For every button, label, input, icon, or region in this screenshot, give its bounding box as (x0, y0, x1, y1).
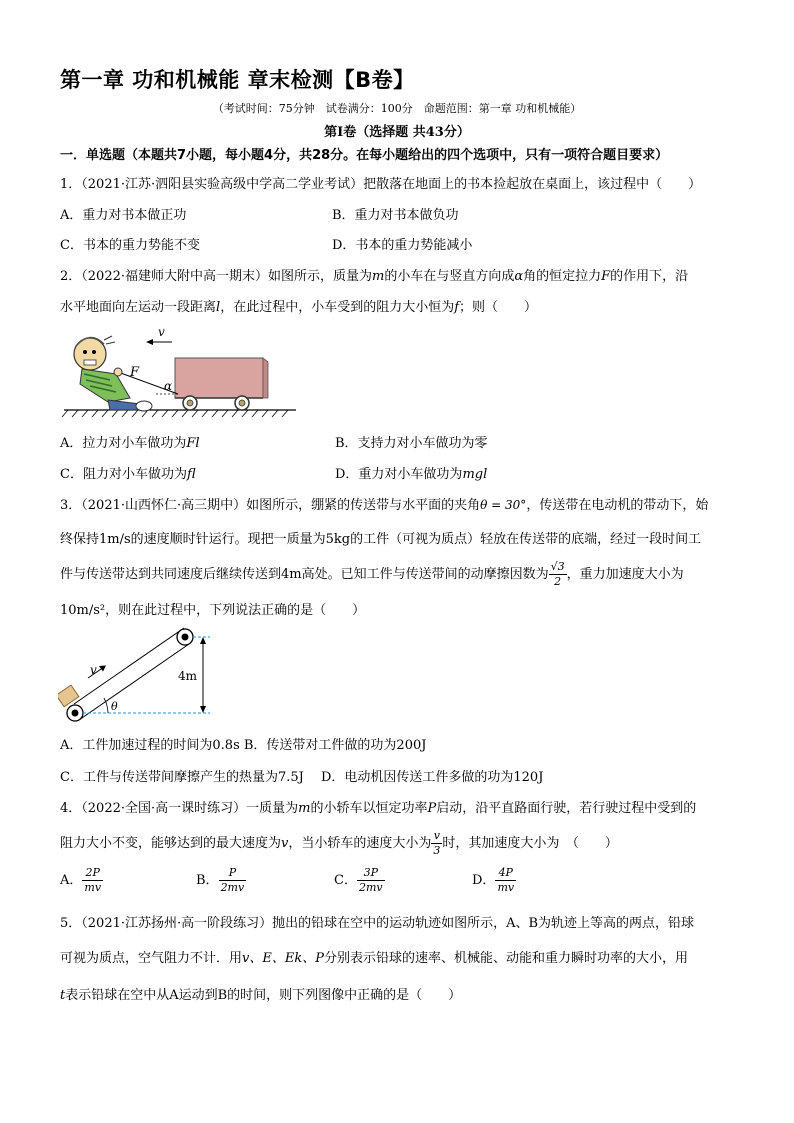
q3-stem-line2: 终保持1m/s的速度顺时针运行。现把一质量为5kg的工件（可视为质点）轻放在传送带的底端，经过一段时间工 (60, 532, 702, 547)
q3-figure-v-label: v (90, 663, 97, 677)
q3-options-cd[interactable]: C．工件与传送带间摩擦产生的热量为7.5J D．电动机因传送工件多做的功为120J (60, 770, 544, 785)
q4-option-c[interactable]: C． $\frac{3P}{2mv}$ (334, 866, 383, 894)
volume-heading: 第Ⅰ卷（选择题 共43分） (324, 125, 470, 140)
q1-option-b[interactable]: B．重力对书本做负功 (332, 208, 459, 223)
q3-figure-theta-label: θ (111, 700, 118, 713)
q2-figure-cart (60, 322, 310, 422)
q3-stem-line4: 10m/s²，则在此过程中，下列说法正确的是（ ） (60, 603, 366, 618)
q1-option-a[interactable]: A．重力对书本做正功 (60, 208, 187, 223)
q2-stem-line2: 水平地面向左运动一段距离l，在此过程中，小车受到的阻力大小恒为f；则（ ） (60, 300, 538, 315)
q4-stem-line1: 4．（2022·全国·高一课时练习）一质量为m的小轿车以恒定功率P启动，沿平直路面行驶，若行驶过程中受到的 (60, 801, 697, 816)
q5-stem-line3: t表示铅球在空中从A运动到B的时间，则下列图像中正确的是（ ） (60, 988, 462, 1003)
q3-mu-fraction: $\frac{√3}{2}$ (550, 560, 565, 588)
q4-option-d[interactable]: D． $\frac{4P}{mv}$ (472, 866, 515, 894)
q4-option-a[interactable]: A． $\frac{2P}{mv}$ (60, 866, 102, 894)
q3-figure-conveyor (58, 624, 218, 724)
q2-option-d[interactable]: D．重力对小车做功为mgl (335, 467, 488, 482)
exam-meta: （考试时间：75分钟 试卷满分：100分 命题范围：第一章 功和机械能） (212, 102, 582, 115)
q1-stem: 1．（2021·江苏·泗阳县实验高级中学高二学业考试）把散落在地面上的书本捡起放在桌面上，该过程中（ ） (60, 177, 702, 192)
q2-option-b[interactable]: B．支持力对小车做功为零 (335, 436, 488, 451)
q3-stem-line3: 件与传送带达到共同速度后继续传送到4m高处。已知工件与传送带间的动摩擦因数为 $\frac{√3}{2}$ ，重力加速度大小为 (60, 560, 684, 588)
q3-figure-height-label: 4m (178, 669, 198, 683)
section-heading: 一．单选题（本题共7小题，每小题4分，共28分。在每小题给出的四个选项中，只有一项符合题目要求） (60, 148, 669, 163)
q2-stem-line1: 2．（2022·福建师大附中高一期末）如图所示，质量为m的小车在与竖直方向成α角的恒定拉力F的作用下，沿 (60, 269, 689, 284)
q4-option-b[interactable]: B． $\frac{P}{2mv}$ (196, 866, 245, 894)
q1-option-c[interactable]: C．书本的重力势能不变 (60, 238, 200, 253)
q5-stem-line2: 可视为质点，空气阻力不计．用v、E、Ek、P分别表示铅球的速率、机械能、动能和重力瞬时功率的大小，用 (60, 951, 688, 966)
q2-option-c[interactable]: C．阻力对小车做功为fl (60, 467, 196, 482)
q3-options-ab[interactable]: A．工件加速过程的时间为0.8s B．传送带对工件做的功为200J (60, 738, 427, 753)
q3-stem-line1: 3．（2021·山西怀仁·高三期中）如图所示，绷紧的传送带与水平面的夹角θ = 30°，传送带在电动机的带动下，始 (60, 498, 709, 513)
q2-figure-v-label: v (158, 325, 165, 339)
q1-option-d[interactable]: D．书本的重力势能减小 (332, 238, 473, 253)
q4-stem-line2: 阻力大小不变，能够达到的最大速度为v，当小轿车的速度大小为 $\frac{v}{3}$ 时，其加速度大小为 （ ） (60, 829, 618, 857)
q2-figure-alpha-label: α (164, 379, 173, 393)
q4-v-third-fraction: $\frac{v}{3}$ (433, 829, 441, 857)
page-title: 第一章 功和机械能 章末检测【B卷】 (60, 68, 415, 92)
q2-figure-F-label: F (130, 365, 140, 380)
q2-option-a[interactable]: A．拉力对小车做功为Fl (60, 436, 200, 451)
q5-stem-line1: 5．（2021·江苏扬州·高一阶段练习）抛出的铅球在空中的运动轨迹如图所示，A、B为轨迹上等高的两点，铅球 (60, 916, 695, 931)
